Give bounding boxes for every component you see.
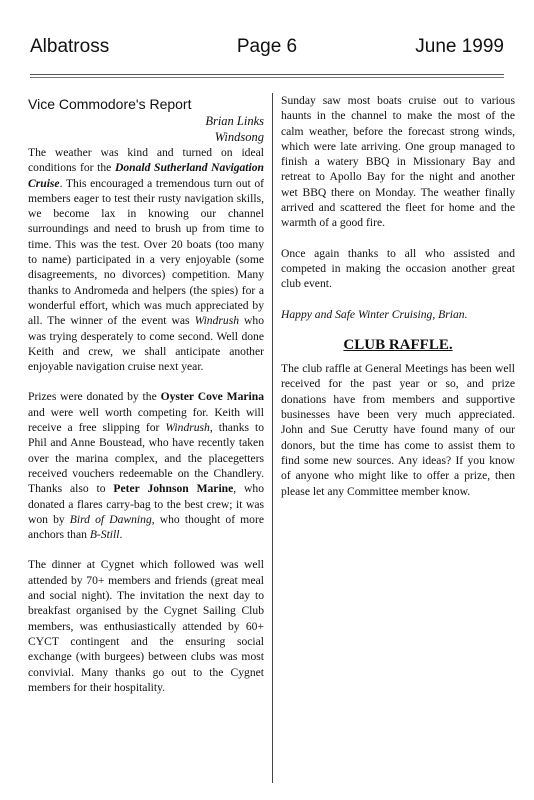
report-boat: Windsong [214, 130, 264, 144]
masthead [30, 36, 504, 66]
raffle-heading: CLUB RAFFLE. [343, 336, 453, 353]
report-heading: Vice Commodore's Report [28, 96, 192, 112]
report-paragraph-4: Sunday saw most boats cruise out to various haunts in the channel to make the most of the calm weather, before the forecast strong winds, which were late arriving. One group managed to finish a watery BBQ in Missionary Bay and retreat to Apollo Bay for the night and another wet BBQ there on Monday. The weather finally arrived and scattered the fleet for home and the warmth of a good fire. [281, 94, 515, 230]
sponsor-marine: Peter Johnson Marine [113, 482, 234, 496]
issue-date: June 1999 [415, 36, 504, 57]
left-column [28, 96, 264, 695]
report-paragraph-3: The dinner at Cygnet which followed was well attended by 70+ members and friends (great meal and social night). The invitation the next day to breakfast organised by the Cygnet Sailing Club members, was enthusiastically attended by 60+ CYCT contingent and the ensuring social exchange (with burgees) between clubs was most convivial. Many thanks go out to the Cygnet members for their hospitality. [28, 558, 264, 694]
report-paragraph-2: Prizes were donated by the Oyster Cove Marina and were well worth competing for. Keith will receive a free slipping for Windrush, thanks to Phil and Anne Boustead, who have recently taken over the marina complex, and the placegetters received vouchers redeemable on the Chandlery. Thanks also to Peter Johnson Marine, who donated a flares carry-bag to the best crew; it was won by Bird of Dawning, who thought of more anchors than B-Still. [28, 390, 265, 542]
report-signoff: Happy and Safe Winter Cruising, Brian. [281, 307, 468, 321]
winner-boat: Windrush [194, 314, 240, 328]
column-divider [272, 93, 273, 783]
header-rule [30, 74, 504, 78]
page-number: Page 6 [236, 36, 298, 57]
report-paragraph-5: Once again thanks to all who assisted and competed in making the occasion another great club event. [281, 246, 515, 291]
report-author: Brian Links [205, 114, 264, 128]
right-column [281, 93, 515, 514]
newsletter-title: Albatross [30, 36, 110, 57]
sponsor-marina: Oyster Cove Marina [160, 390, 265, 404]
raffle-body: The club raffle at General Meetings has been well received for the past year or so, and prize donations have from members and supportive businesses have been very much appreciated. John and Sue Cerutty have found many of our donors, but the time has come to assist them to find some new sources. Any ideas? If you know of anyone who might like to offer a prize, then please let any Committee member know. [281, 362, 515, 498]
cruise-name: Donald Sutherland Navigation Cruise [28, 161, 264, 190]
report-paragraph-1: The weather was kind and turned on ideal conditions for the Donald Sutherland Navigation Cruise. This encouraged a tremendous turn out of members eager to test their rusty navigation skills, we become lax in knowing our channel surroundings and need to brush up from time to time. This was the test. Over 20 boats (too many to name) participated in a very enjoyable (some disagreements, no divorces) competition. Many thanks to Andromeda and helpers (the spies) for a wonderful effort, which was much appreciated by all. The winner of the event was Windrush who was trying desperately to come second. Well done Keith and crew, we shall anticipate another enjoyable navigation cruise next year. [28, 146, 264, 374]
